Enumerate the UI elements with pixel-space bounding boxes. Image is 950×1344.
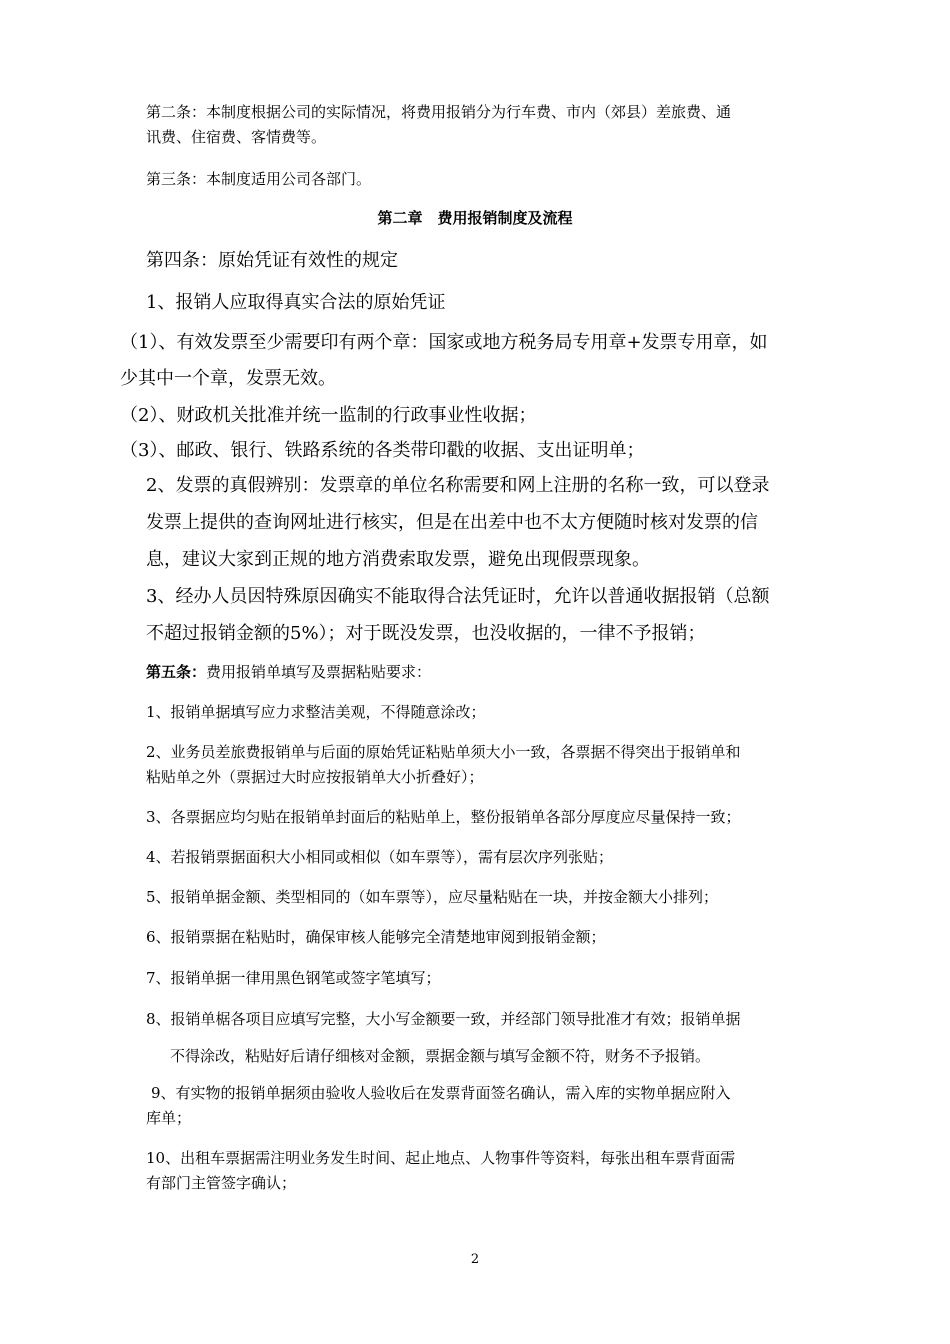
article-4-sub-1-line-2: 少其中一个章，发票无效。 bbox=[120, 368, 336, 389]
article-4-item-2-line-1: 2、发票的真假辨别：发票章的单位名称需要和网上注册的名称一致，可以登录 bbox=[146, 475, 770, 496]
article-5-item-2-line-1: 2、业务员差旅费报销单与后面的原始凭证粘贴单须大小一致，各票据不得突出于报销单和 bbox=[146, 743, 741, 761]
article-5-item-1: 1、报销单据填写应力求整洁美观，不得随意涂改； bbox=[146, 703, 486, 721]
article-5-heading-text: 费用报销单填写及票据粘贴要求： bbox=[206, 663, 432, 681]
article-4-sub-1-line-1: （1）、有效发票至少需要印有两个章：国家或地方税务局专用章+发票专用章，如 bbox=[120, 332, 768, 353]
chapter-2-heading: 第二章 费用报销制度及流程 bbox=[377, 209, 573, 227]
article-5-heading bbox=[146, 661, 431, 682]
article-5-item-9-line-2: 库单； bbox=[146, 1109, 192, 1127]
article-4-item-3-line-2: 不超过报销金额的5%）；对于既没发票，也没收据的，一律不予报销； bbox=[146, 623, 706, 644]
article-5-item-4: 4、若报销票据面积大小相同或相似（如车票等），需有层次序列张贴； bbox=[146, 848, 614, 866]
article-2-line-2: 讯费、住宿费、客情费等。 bbox=[146, 128, 327, 146]
article-4-item-1: 1、报销人应取得真实合法的原始凭证 bbox=[146, 292, 446, 313]
article-5-item-6: 6、报销票据在粘贴时，确保审核人能够完全清楚地审阅到报销金额； bbox=[146, 928, 606, 946]
article-4-sub-2: （2）、财政机关批准并统一监制的行政事业性收据； bbox=[120, 405, 537, 426]
article-4-item-2-line-2: 发票上提供的查询网址进行核实，但是在出差中也不太方便随时核对发票的信 bbox=[146, 512, 758, 533]
article-5-item-10-line-2: 有部门主管签字确认； bbox=[146, 1174, 297, 1192]
article-5-item-8-line-2: 不得涂改，粘贴好后请仔细核对金额，票据金额与填写金额不符，财务不予报销。 bbox=[170, 1047, 711, 1065]
article-5-item-5: 5、报销单据金额、类型相同的（如车票等），应尽量粘贴在一块，并按金额大小排列； bbox=[146, 888, 719, 906]
article-5-item-9-line-1: 9、有实物的报销单据须由验收人验收后在发票背面签名确认，需入库的实物单据应附入 bbox=[151, 1084, 731, 1102]
article-2-line-1: 第二条：本制度根据公司的实际情况，将费用报销分为行车费、市内（郊县）差旅费、通 bbox=[146, 103, 732, 121]
article-4-heading: 第四条：原始凭证有效性的规定 bbox=[146, 250, 398, 271]
article-4-item-3-line-1: 3、经办人员因特殊原因确实不能取得合法凭证时，允许以普通收据报销（总额 bbox=[146, 586, 770, 607]
article-5-item-7: 7、报销单据一律用黑色钢笔或签字笔填写； bbox=[146, 969, 441, 987]
article-3: 第三条：本制度适用公司各部门。 bbox=[146, 170, 372, 188]
article-4-sub-3: （3）、邮政、银行、铁路系统的各类带印戳的收据、支出证明单； bbox=[120, 440, 645, 461]
article-5-item-10-line-1: 10、出租车票据需注明业务发生时间、起止地点、人物事件等资料，每张出租车票背面需 bbox=[146, 1149, 736, 1167]
article-4-item-2-line-3: 息，建议大家到正规的地方消费索取发票，避免出现假票现象。 bbox=[146, 549, 650, 570]
article-5-item-2-line-2: 粘贴单之外（票据过大时应按报销单大小折叠好）； bbox=[146, 768, 484, 786]
article-5-label: 第五条： bbox=[146, 663, 207, 681]
article-5-item-8-line-1: 8、报销单椐各项目应填写完整，大小写金额要一致，并经部门领导批准才有效；报销单据 bbox=[146, 1010, 741, 1028]
page-number: 2 bbox=[470, 1252, 480, 1267]
article-5-item-3: 3、各票据应均匀贴在报销单封面后的粘贴单上，整份报销单各部分厚度应尽量保持一致； bbox=[146, 808, 741, 826]
